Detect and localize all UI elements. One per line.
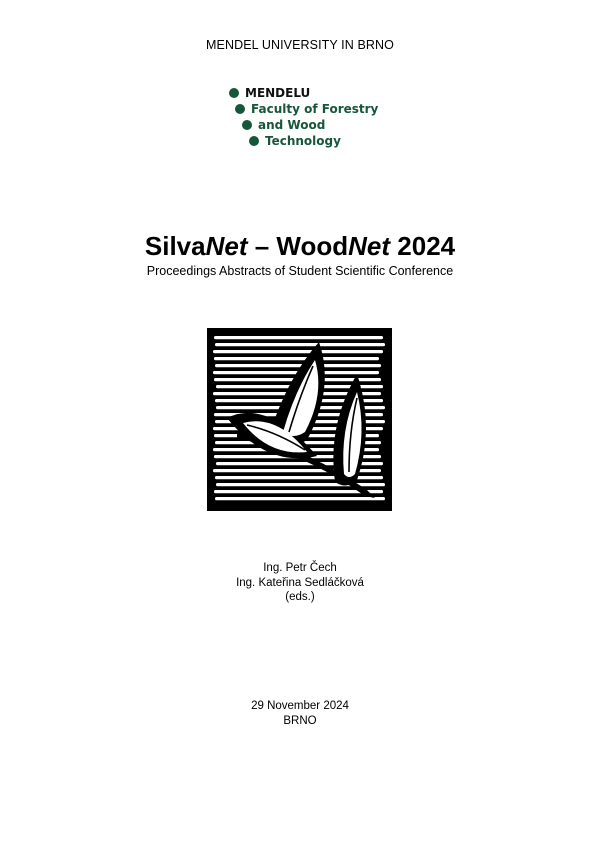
editors-block (0, 561, 600, 605)
logo-line-faculty (235, 102, 378, 116)
editors-note: (eds.) (285, 591, 315, 603)
logo-dot-icon (242, 120, 252, 130)
woodcut-stripe (215, 497, 385, 500)
logo-line-technology (249, 134, 341, 148)
logo-text: and Wood (258, 118, 326, 132)
woodcut-stripe (215, 364, 381, 367)
footer-block (0, 699, 600, 728)
logo-dot-icon (249, 136, 259, 146)
logo-line-and-wood (242, 118, 325, 132)
conference-subtitle: Proceedings Abstracts of Student Scientific Conference (146, 264, 454, 278)
conference-title: SilvaNet – WoodNet 2024 (144, 231, 456, 261)
logo-text: MENDELU (245, 86, 311, 100)
woodcut-stripe (214, 336, 383, 339)
woodcut-stripe (214, 357, 379, 360)
logo-dot-icon (229, 88, 239, 98)
woodcut-stripe (213, 350, 383, 353)
logo-text: Technology (265, 134, 341, 148)
leaf-branch-woodcut-icon (207, 328, 392, 511)
logo-text: Faculty of Forestry (251, 102, 379, 116)
editor-name: Ing. Kateřina Sedláčková (236, 576, 364, 589)
university-name: MENDEL UNIVERSITY IN BRNO (206, 38, 394, 52)
conference-city: BRNO (283, 714, 317, 727)
logo-dot-icon (235, 104, 245, 114)
conference-date: 29 November 2024 (251, 700, 349, 712)
editor-name: Ing. Petr Čech (263, 562, 337, 574)
woodcut-stripe (215, 343, 385, 346)
logo-line-mendelu (229, 86, 310, 100)
